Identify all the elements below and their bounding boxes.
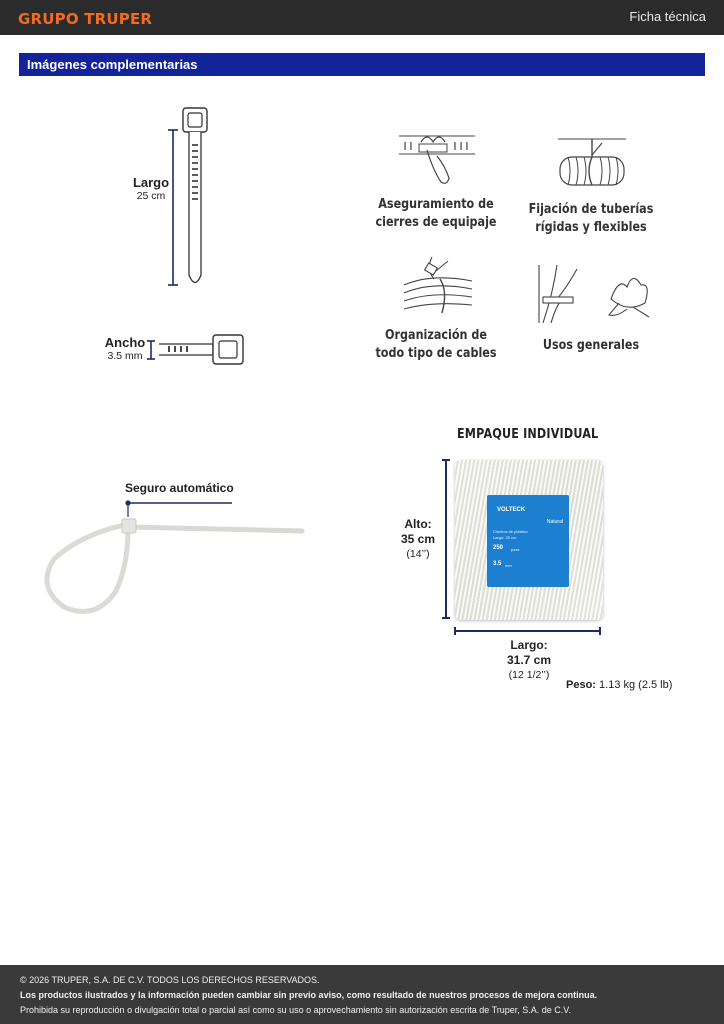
package-label-card <box>487 495 569 587</box>
cable-tie-loop-icon <box>40 495 310 620</box>
package-width: 3.5 <box>493 561 502 567</box>
package-height-dimension <box>440 458 454 622</box>
footer-notice: Los productos ilustrados y la información pueden cambiar sin previo aviso, como resultado de nuestros procesos de mejora continua. <box>20 990 598 1000</box>
package-line2: Largo: 25 cm <box>493 535 517 540</box>
package-length-dimension <box>453 624 603 638</box>
width-dimension-label: Ancho 3.5 mm <box>104 335 146 362</box>
cable-bundle-icon <box>402 255 474 319</box>
luggage-zipper-icon <box>397 130 477 190</box>
package-image <box>455 460 603 620</box>
top-bar <box>0 0 724 35</box>
package-color: Natural <box>546 519 563 525</box>
package-weight: Peso: 1.13 kg (2.5 lb) <box>566 679 673 691</box>
package-brand: VOLTECK <box>497 507 526 513</box>
lock-label: Seguro automático <box>125 481 234 495</box>
section-title: Imágenes complementarias <box>27 57 198 72</box>
use-caption-luggage: Aseguramiento de cierres de equipaje <box>375 197 497 230</box>
length-dimension-label: Largo 25 cm <box>132 175 170 202</box>
footer <box>0 965 724 1024</box>
footer-rights: Prohibida su reproducción o divulgación total o parcial así como su uso o aprovechamiento sin autorización escrita de Truper, S.A. de C.V. <box>20 1005 571 1015</box>
package-count: 250 <box>493 545 504 551</box>
use-caption-pipes: Fijación de tuberías rígidas y flexibles <box>528 202 654 235</box>
pipe-tie-icon <box>556 135 628 191</box>
use-caption-general: Usos generales <box>542 338 640 353</box>
package-count-unit: pzas <box>511 547 520 552</box>
package-width-unit: mm <box>505 563 512 568</box>
footer-copyright: © 2026 TRUPER, S.A. DE C.V. TODOS LOS DERECHOS RESERVADOS. <box>20 975 320 985</box>
section-header <box>19 53 705 76</box>
cable-tie-vertical-icon <box>165 105 245 295</box>
package-line1: Cinchos de plástico <box>493 529 528 534</box>
package-length-label: Largo: 31.7 cm (12 1/2’’) <box>506 638 552 681</box>
brand-logo: GRUPO TRUPER <box>18 10 153 28</box>
cable-tie-horizontal-icon <box>145 333 250 367</box>
package-height-label: Alto: 35 cm (14’’) <box>400 517 436 560</box>
use-caption-cables: Organización de todo tipo de cables <box>375 328 497 361</box>
package-title: EMPAQUE INDIVIDUAL <box>457 427 599 442</box>
document-type: Ficha técnica <box>629 9 706 24</box>
general-use-icon <box>537 263 657 325</box>
